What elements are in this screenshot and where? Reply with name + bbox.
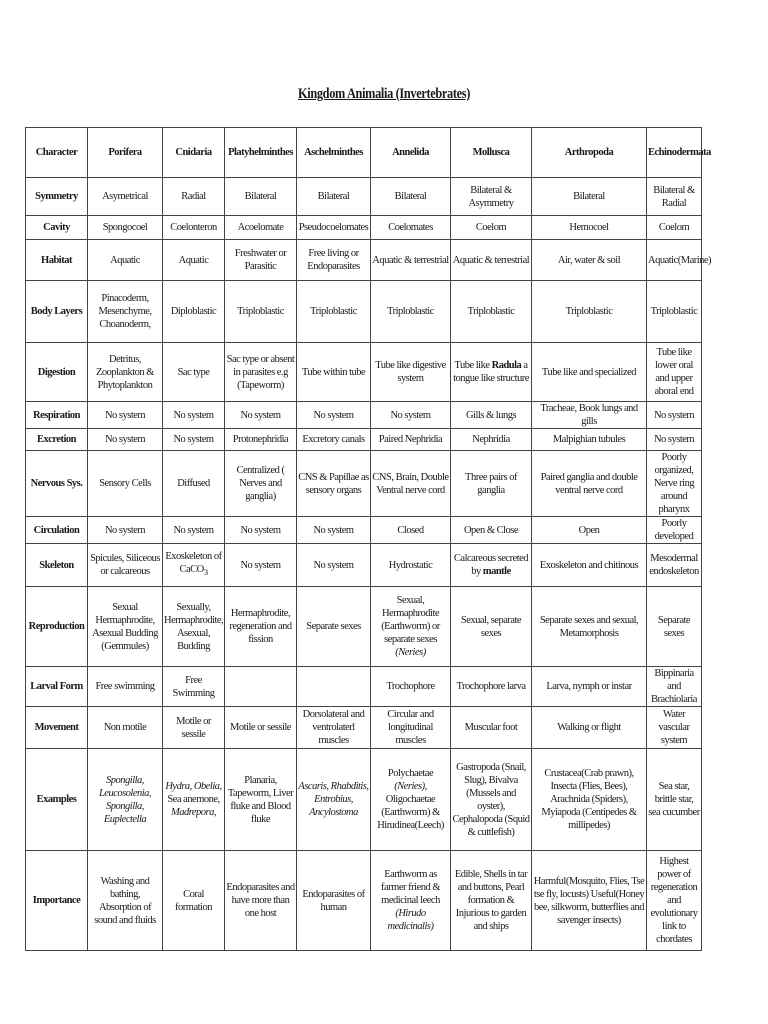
subscript: 3 [203, 567, 208, 578]
table-row [26, 749, 702, 851]
row-label: Nervous Sys. [26, 451, 88, 517]
table-cell: Tube like digestive system [371, 343, 451, 402]
table-cell: Hydrostatic [371, 544, 451, 587]
table-cell [163, 544, 225, 587]
table-cell: Protonephridia [225, 429, 297, 451]
table-cell: Hemocoel [532, 216, 647, 240]
table-cell: Acoelomate [225, 216, 297, 240]
row-label: Body Layers [26, 281, 88, 343]
table-cell: Poorly developed [647, 517, 702, 544]
table-cell: Triploblastic [371, 281, 451, 343]
table-cell [371, 851, 451, 951]
table-cell: Tube like and specialized [532, 343, 647, 402]
table-row [26, 216, 702, 240]
table-cell: Nephridia [451, 429, 532, 451]
table-cell: Endoparasites of human [297, 851, 371, 951]
table-cell: Circular and longitudinal muscles [371, 707, 451, 749]
table-row [26, 667, 702, 707]
page-title: Kingdom Animalia (Invertebrates) [298, 86, 470, 102]
row-label: Reproduction [26, 587, 88, 667]
table-row [26, 707, 702, 749]
table-cell: No system [225, 544, 297, 587]
table-cell: Three pairs of ganglia [451, 451, 532, 517]
table-cell: Spongocoel [88, 216, 163, 240]
table-cell: Mesodermal endoskeleton [647, 544, 702, 587]
table-cell: Planaria, Tapeworm, Liver fluke and Blood fluke [225, 749, 297, 851]
table-cell: Aquatic(Marine) [647, 240, 702, 281]
table-cell: Sexual Hermaphrodite, Asexual Budding (Gemmules) [88, 587, 163, 667]
table-cell: Trochophore larva [451, 667, 532, 707]
row-label: Symmetry [26, 178, 88, 216]
cell-text: Calcareous secreted by [453, 553, 529, 577]
table-cell: Coelonteron [163, 216, 225, 240]
cell-text: Tube like [454, 360, 490, 371]
table-row [26, 343, 702, 402]
header-cell: Cnidaria [163, 128, 225, 178]
table-cell: Closed [371, 517, 451, 544]
table-cell: Excretory canals [297, 429, 371, 451]
table-cell: Muscular foot [451, 707, 532, 749]
table-cell: Coral formation [163, 851, 225, 951]
table-cell: Non motile [88, 707, 163, 749]
cell-text-bold: Radula [491, 360, 522, 371]
header-cell: Arthropoda [532, 128, 647, 178]
table-cell: Washing and bathing, Absorption of sound and fluids [88, 851, 163, 951]
table-cell: Diploblastic [163, 281, 225, 343]
table-cell: Harmful(Mosquito, Flies, Tse tse fly, locusts) Useful(Honey bee, silkworm, butterflies and savenger insects) [532, 851, 647, 951]
table-cell: CNS, Brain, Double Ventral nerve cord [371, 451, 451, 517]
table-row [26, 587, 702, 667]
header-cell: Porifera [88, 128, 163, 178]
table-cell: Free living or Endoparasites [297, 240, 371, 281]
table-cell: Pinacoderm, Mesenchyme, Choanoderm, [88, 281, 163, 343]
table-cell: Coelomates [371, 216, 451, 240]
table-cell: Radial [163, 178, 225, 216]
table-cell: Exoskeleton and chitinous [532, 544, 647, 587]
table-cell: Walking or flight [532, 707, 647, 749]
table-cell: Trochophore [371, 667, 451, 707]
cell-text: Sexual, Hermaphrodite (Earthworm) or separate sexes [381, 595, 440, 645]
row-label: Excretion [26, 429, 88, 451]
table-cell: Free Swimming [163, 667, 225, 707]
table-cell: Gills & lungs [451, 402, 532, 429]
table-cell: No system [88, 517, 163, 544]
table-cell: Gastropoda (Snail, Slug), Bivalva (Mussels and oyster), Cephalopoda (Squid & cuttlefish) [451, 749, 532, 851]
header-cell: Mollusca [451, 128, 532, 178]
table-cell: Crustacea(Crab prawn), Insecta (Flies, Bees), Arachnida (Spiders), Myiapoda (Centipedes & millipedes) [532, 749, 647, 851]
table-row [26, 429, 702, 451]
cell-text: Polychaetae [387, 768, 434, 779]
table-cell: Triploblastic [647, 281, 702, 343]
row-label: Circulation [26, 517, 88, 544]
table-cell: Sexual, separate sexes [451, 587, 532, 667]
table-cell [225, 667, 297, 707]
table-cell: Sac type or absent in parasites e.g (Tapeworm) [225, 343, 297, 402]
header-row [26, 128, 702, 178]
cell-text-italic: Madrepora, [170, 807, 217, 818]
table-cell: Poorly organized, Nerve ring around pharynx [647, 451, 702, 517]
table-cell: Triploblastic [225, 281, 297, 343]
table-cell: No system [647, 402, 702, 429]
table-cell: Hermaphrodite, regeneration and fission [225, 587, 297, 667]
table-cell: Tube within tube [297, 343, 371, 402]
table-cell: Separate sexes [647, 587, 702, 667]
cell-text: Entrobius, [314, 794, 353, 805]
table-cell [371, 749, 451, 851]
table-cell: CNS & Papillae as sensory organs [297, 451, 371, 517]
table-cell: Water vascular system [647, 707, 702, 749]
table-row [26, 851, 702, 951]
table-row [26, 240, 702, 281]
table-cell [297, 749, 371, 851]
table-cell: Triploblastic [297, 281, 371, 343]
table-cell: No system [647, 429, 702, 451]
table-cell: Motile or sessile [163, 707, 225, 749]
header-cell: Echinodermata [647, 128, 702, 178]
table-cell: Sac type [163, 343, 225, 402]
table-cell: No system [297, 402, 371, 429]
table-cell: Paired ganglia and double ventral nerve cord [532, 451, 647, 517]
row-label: Digestion [26, 343, 88, 402]
table-cell: Bilateral [532, 178, 647, 216]
table-cell [297, 667, 371, 707]
cell-text: Spongilla, [106, 774, 144, 786]
table-cell: No system [163, 429, 225, 451]
table-cell: Triploblastic [451, 281, 532, 343]
table-cell [451, 544, 532, 587]
table-row [26, 281, 702, 343]
row-label: Skeleton [26, 544, 88, 587]
cell-text: Oligochaetae (Earthworm) & Hirudinea(Leech) [377, 794, 444, 831]
table-cell: Aquatic & terrestrial [451, 240, 532, 281]
table-cell: Spicules, Siliceous or calcareous [88, 544, 163, 587]
cell-text: Spongilla, [106, 800, 144, 812]
table-cell: Aquatic & terrestrial [371, 240, 451, 281]
cell-text: Ascaris, Rhabditis, [298, 781, 369, 792]
header-cell: Aschelminthes [297, 128, 371, 178]
table-row [26, 402, 702, 429]
table-cell: Coelom [451, 216, 532, 240]
table-cell: Asymetrical [88, 178, 163, 216]
table-cell: Dorsolateral and ventrolaterl muscles [297, 707, 371, 749]
table-cell: Sensory Cells [88, 451, 163, 517]
table-cell: No system [163, 517, 225, 544]
table-row [26, 544, 702, 587]
table-cell: Open [532, 517, 647, 544]
table-cell: Endoparasites and have more than one host [225, 851, 297, 951]
table-cell: Centralized ( Nerves and ganglia) [225, 451, 297, 517]
header-cell: Character [26, 128, 88, 178]
cell-text-italic: (Neries), [394, 781, 427, 792]
table-cell: Detritus, Zooplankton & Phytoplankton [88, 343, 163, 402]
table-cell: No system [225, 517, 297, 544]
table-cell: No system [371, 402, 451, 429]
cell-text: a tongue like structure [453, 360, 529, 384]
table-cell: Bilateral & Asymmetry [451, 178, 532, 216]
table-cell: Tracheae, Book lungs and gills [532, 402, 647, 429]
cell-text: Exoskeleton of CaCO [165, 551, 222, 576]
cell-text: Sea anemone, [167, 794, 220, 805]
table-cell [163, 749, 225, 851]
table-cell: Triploblastic [532, 281, 647, 343]
invertebrates-table [25, 127, 712, 951]
cell-text: Euplectella [103, 813, 147, 825]
table-cell: No system [88, 402, 163, 429]
row-label: Larval Form [26, 667, 88, 707]
table-row [26, 178, 702, 216]
row-label: Importance [26, 851, 88, 951]
table-cell: Sea star, brittle star, sea cucumber [647, 749, 702, 851]
table-cell: Free swimming [88, 667, 163, 707]
row-label: Movement [26, 707, 88, 749]
table-cell: Larva, nymph or instar [532, 667, 647, 707]
cell-text-italic: (Neries) [395, 647, 426, 658]
table-cell: Paired Nephridia [371, 429, 451, 451]
table-cell: Tube like lower oral and upper aboral end [647, 343, 702, 402]
table-cell: No system [163, 402, 225, 429]
cell-text-italic: Hydra, Obelia, [165, 781, 222, 792]
table-cell: Pseudocoelomates [297, 216, 371, 240]
table-row [26, 451, 702, 517]
table-cell: Coelom [647, 216, 702, 240]
cell-text: Ancylostoma [309, 807, 358, 818]
table-cell [451, 343, 532, 402]
table-cell: Aquatic [163, 240, 225, 281]
table-cell: Highest power of regeneration and evolutionary link to chordates [647, 851, 702, 951]
table-cell: No system [225, 402, 297, 429]
table-cell: Freshwater or Parasitic [225, 240, 297, 281]
header-cell: Platyhelminthes [225, 128, 297, 178]
header-cell: Annelida [371, 128, 451, 178]
table-cell: Open & Close [451, 517, 532, 544]
table-cell [88, 749, 163, 851]
table-cell: No system [297, 517, 371, 544]
cell-text-bold: mantle [482, 566, 511, 577]
table-cell: Motile or sessile [225, 707, 297, 749]
table-cell: Sexually, Hermaphrodite, Asexual, Budding [163, 587, 225, 667]
table-cell [371, 587, 451, 667]
table-cell: Bilateral & Radial [647, 178, 702, 216]
table-cell: Air, water & soil [532, 240, 647, 281]
table-cell: Diffused [163, 451, 225, 517]
row-label: Cavity [26, 216, 88, 240]
table-cell: No system [88, 429, 163, 451]
row-label: Habitat [26, 240, 88, 281]
table-cell: Edible, Shells in tar and buttons, Pearl formation & Injurious to garden and ships [451, 851, 532, 951]
table-row [26, 517, 702, 544]
table-cell: Bippinaria and Brachiolaria [647, 667, 702, 707]
row-label: Examples [26, 749, 88, 851]
cell-text: Leucosolenia, [98, 787, 152, 799]
table-cell: Bilateral [371, 178, 451, 216]
table-cell: Bilateral [225, 178, 297, 216]
cell-text-italic: (Hirudo medicinalis) [387, 908, 434, 932]
table-cell: Separate sexes [297, 587, 371, 667]
cell-text: Earthworm as farmer friend & medicinal leech [381, 869, 440, 906]
row-label: Respiration [26, 402, 88, 429]
table-cell: Malpighian tubules [532, 429, 647, 451]
table-cell: No system [297, 544, 371, 587]
table-cell: Aquatic [88, 240, 163, 281]
table-cell: Separate sexes and sexual, Metamorphosis [532, 587, 647, 667]
table-cell: Bilateral [297, 178, 371, 216]
